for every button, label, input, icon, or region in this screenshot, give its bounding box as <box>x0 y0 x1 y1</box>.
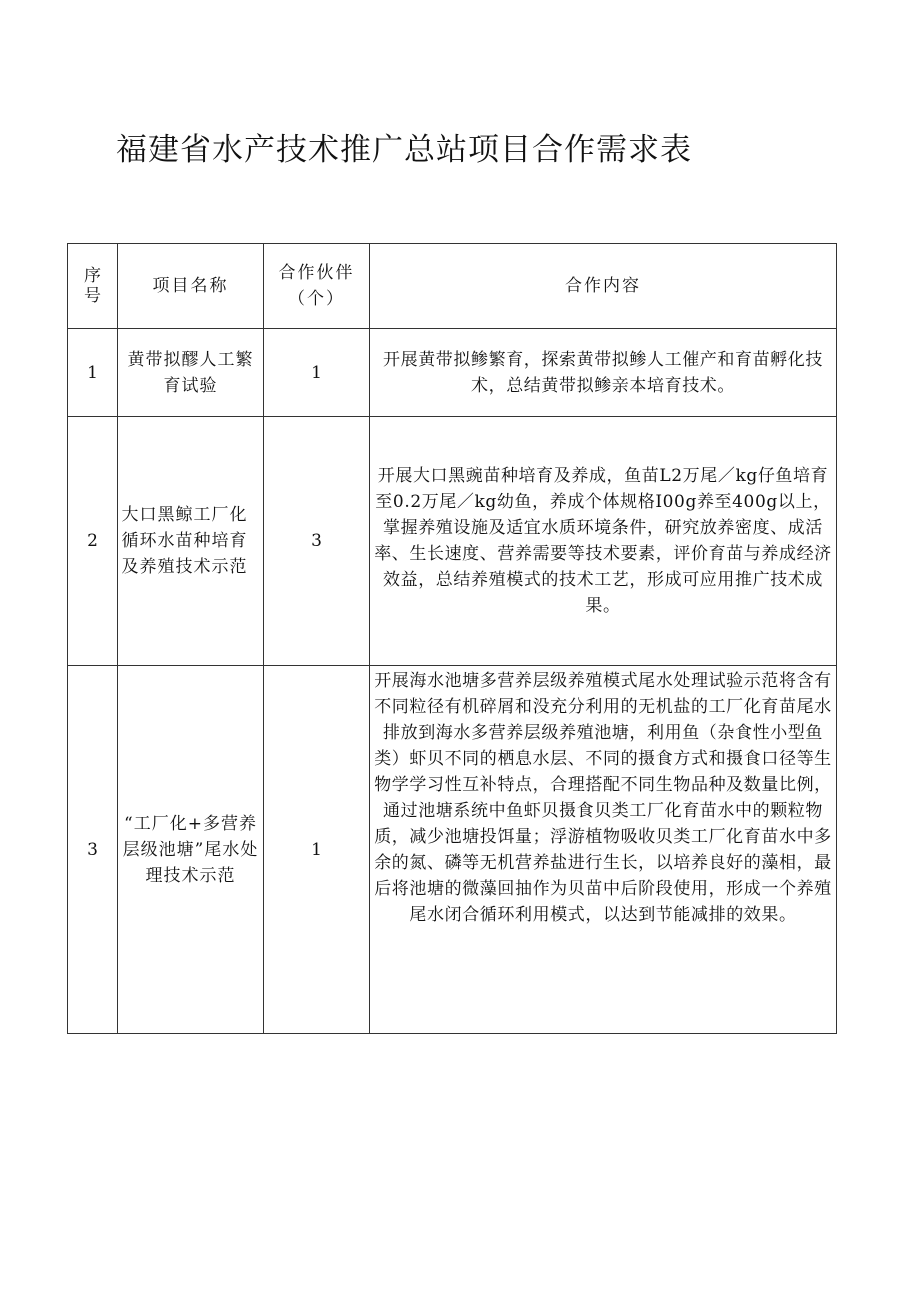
row-no: 1 <box>68 329 118 417</box>
table-row <box>68 666 837 1034</box>
table-row <box>68 329 837 417</box>
document-title: 福建省水产技术推广总站项目合作需求表 <box>116 132 692 168</box>
row-partners: 3 <box>264 417 370 666</box>
header-content: 合作内容 <box>370 244 837 329</box>
row-content: 开展大口黑豌苗种培育及养成，鱼苗L2万尾／kg仔鱼培育至0.2万尾／kg幼鱼，养成个体规格I00g养至400g以上，掌握养殖设施及适宜水质环境条件，研究放养密度、成活率、生长速度、营养需要等技术要素，评价育苗与养成经济效益，总结养殖模式的技术工艺，形成可应用推广技术成果。 <box>370 417 837 666</box>
row-content: 开展海水池塘多营养层级养殖模式尾水处理试验示范将含有不同粒径有机碎屑和没充分利用的无机盐的工厂化育苗尾水排放到海水多营养层级养殖池塘，利用鱼（杂食性小型鱼类）虾贝不同的栖息水层、不同的摄食方式和摄食口径等生物学学习性互补特点，合理搭配不同生物品种及数量比例，通过池塘系统中鱼虾贝摄食贝类工厂化育苗水中的颗粒物质，减少池塘投饵量；浮游植物吸收贝类工厂化育苗水中多余的氮、磷等无机营养盐进行生长，以培养良好的藻相，最后将池塘的微藻回抽作为贝苗中后阶段使用，形成一个养殖尾水闭合循环利用模式，以达到节能减排的效果。 <box>370 666 837 1034</box>
header-name: 项目名称 <box>118 244 264 329</box>
header-no: 序号 <box>68 244 118 329</box>
row-no: 3 <box>68 666 118 1034</box>
row-content: 开展黄带拟鲹繁育，探索黄带拟鲹人工催产和育苗孵化技术，总结黄带拟鲹亲本培育技术。 <box>370 329 837 417</box>
row-no: 2 <box>68 417 118 666</box>
table-row <box>68 417 837 666</box>
cooperation-table <box>67 243 837 1034</box>
header-partners: 合作伙伴（个） <box>264 244 370 329</box>
row-name: “工厂化+多营养层级池塘”尾水处理技术示范 <box>118 666 264 1034</box>
row-partners: 1 <box>264 666 370 1034</box>
row-name: 大口黑鲸工厂化循环水苗种培育及养殖技术示范 <box>118 417 264 666</box>
row-partners: 1 <box>264 329 370 417</box>
table-header-row <box>68 244 837 329</box>
row-name: 黄带拟醪人工繁育试验 <box>118 329 264 417</box>
